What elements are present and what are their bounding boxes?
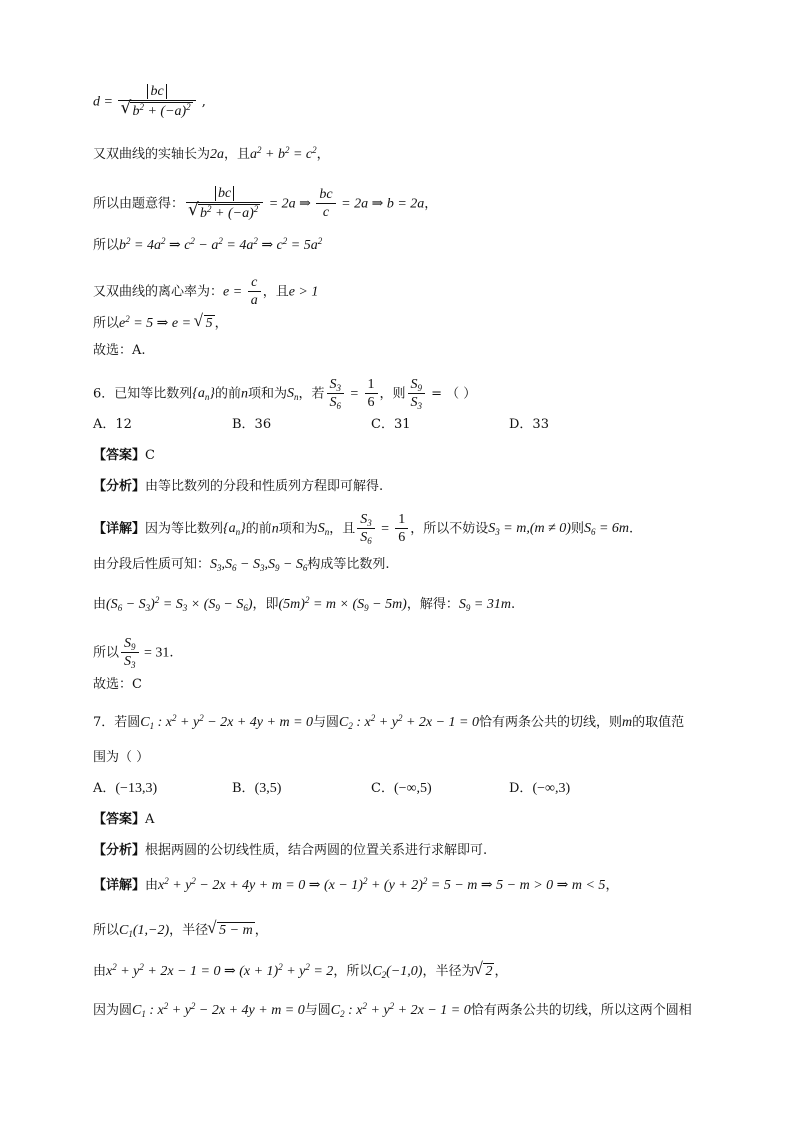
text: ，所以不妨设 <box>410 521 489 537</box>
option-label: A． <box>93 781 116 796</box>
answer-label: 【答案】 <box>93 812 146 827</box>
text-line: 又双曲线的实轴长为2a，且$a^2 + b^2 = c^2$， <box>93 145 330 162</box>
formula-line: 所以$e^2 = 5$ ⇒ e = √ 5 ， <box>93 315 228 331</box>
text: 项和为 <box>248 386 288 402</box>
option-a[interactable]: A．12 <box>93 417 132 432</box>
question-6-stem: 6．已知等比数列$\{a_n\}$的前n项和为$S_n$，若 $\frac{S_3}{S_6}$ = $\frac{1}{6}$ ，则 $\frac{S_9}{S_3}$ = （ ） <box>93 377 477 412</box>
text: ， <box>424 196 438 212</box>
text: ，解得： <box>406 597 459 612</box>
text: 构成等比数列. <box>307 557 390 572</box>
fraction: $\frac{S_3}{S_6}$ <box>357 512 375 546</box>
text: 7．若圆 <box>93 715 141 730</box>
text: 由 <box>145 878 159 893</box>
detail-label: 【详解】 <box>93 878 146 893</box>
formula-line: 又双曲线的离心率为：e = $\frac{c}{a}$ ，且e > 1 <box>93 275 319 309</box>
question-7-stem: 7．若圆$C_1$ : $x^2 + y^2 - 2x + 4y + m = 0$与圆$C_2$ : $x^2 + y^2 + 2x - 1 = 0$恰有两条公共的切线，则m的取值范 <box>93 713 685 731</box>
formula-d-line <box>93 84 206 120</box>
text-line: 因为圆$C_1$ : $x^2 + y^2 - 2x + 4y + m = 0$与圆$C_2$ : $x^2 + y^2 + 2x - 1 = 0$恰有两条公共的切线，所以这两个圆相 <box>93 1001 692 1019</box>
text: 由 <box>93 964 107 979</box>
answer-label: 【答案】 <box>93 448 146 463</box>
text: ，即 <box>252 597 279 612</box>
option-d[interactable]: D．(−∞,3) <box>509 781 571 796</box>
option-c[interactable]: C．(−∞,5) <box>371 781 432 796</box>
text: 恰有两条公共的切线，所以这两个圆相 <box>470 1003 692 1018</box>
text: 与圆 <box>304 1003 331 1018</box>
text: 则 <box>570 521 584 537</box>
detail-line: 【详解】因为等比数列$\{a_n\}$的前n项和为$S_n$，且 $\frac{S_3}{S_6}$ = $\frac{1}{6}$ ，所以不妨设$S_3 = m,(m \ne 0)$则$S_6 = 6m$. <box>93 512 634 547</box>
option-label: C． <box>371 781 394 796</box>
text: 所以 <box>93 316 120 331</box>
answer-value: A <box>145 812 155 827</box>
text: 项和为 <box>278 521 318 537</box>
text-line: 由分段后性质可知：$S_3,S_6 - S_3,S_9 - S_6$构成等比数列. <box>93 557 390 573</box>
text: 又双曲线的实轴长为 <box>93 147 211 162</box>
text: 因为等比数列 <box>145 521 224 537</box>
fraction: $\frac{S_3}{S_6}$ <box>327 377 345 411</box>
option-a[interactable]: A．(−13,3) <box>93 781 158 796</box>
text: ， <box>316 147 330 162</box>
text: ，且 <box>224 147 251 162</box>
text: 恰有两条公共的切线，则 <box>479 715 623 730</box>
text: = （ ） <box>427 386 477 402</box>
text-line: 故选：C <box>93 677 142 692</box>
text: 与圆 <box>313 715 340 730</box>
fraction: $\frac{bc}{c}$ <box>316 187 335 221</box>
text: 的前 <box>215 386 242 402</box>
text: ，若 <box>298 386 325 402</box>
fraction: $\frac{S_9}{S_3}$ <box>121 636 139 670</box>
fraction: $\frac{1}{6}$ <box>395 512 408 546</box>
formula-line: 由$x^2 + y^2 + 2x - 1 = 0$ ⇒ $(x + 1)^2 + y^2 = 2$，所以$C_2(-1,0)$，半径为√ 2 ， <box>93 963 507 979</box>
text: ， <box>494 964 508 979</box>
answer-line <box>93 449 155 462</box>
analysis-text: 根据两圆的公切线性质，结合两圆的位置关系进行求解即可. <box>145 843 488 858</box>
analysis-text: 由等比数列的分段和性质列方程即可解得. <box>145 479 384 494</box>
answer-value: C <box>145 448 155 463</box>
text: 由 <box>93 597 107 612</box>
text: 所以 <box>93 923 120 938</box>
analysis-line <box>93 480 383 493</box>
fraction: $\frac{1}{6}$ <box>365 377 378 411</box>
formula-line: 所以$b^2 = 4a^2$ ⇒ $c^2 - a^2 = 4a^2$ ⇒ $c^2 = 5a^2$ <box>93 236 323 253</box>
analysis-label: 【分析】 <box>93 843 146 858</box>
text: , <box>197 94 206 110</box>
text: 的取值范 <box>632 715 685 730</box>
option-b[interactable]: B．36 <box>232 417 272 432</box>
formula-line: 由$(S_6 - S_3)^2 = S_3 \times (S_9 - S_6)$，即$(5m)^2 = m \times (S_9 - 5m)$，解得：$S_9 = 31m$. <box>93 595 516 613</box>
formula-line: 所以 $\frac{S_9}{S_3}$ = 31. <box>93 636 174 671</box>
fraction: bc √ $b^2 + (-a)^2$ <box>186 186 263 222</box>
fraction: bc √ $b^2 + (-a)^2$ <box>118 84 195 120</box>
analysis-label: 【分析】 <box>93 479 146 494</box>
formula-line: 所以由题意得： bc √ $b^2 + (-a)^2$ = 2a ⇒ $\frac{bc}{c}$ = 2a ⇒ b = 2a， <box>93 186 437 222</box>
text: 6．已知等比数列 <box>93 386 193 402</box>
text: 因为圆 <box>93 1003 133 1018</box>
question-7-stem-cont: 围为（ ） <box>93 750 150 765</box>
analysis-line <box>93 844 487 857</box>
text: 所以 <box>93 238 120 253</box>
text: ，且 <box>329 521 356 537</box>
text: ， <box>214 316 228 331</box>
text: ，则 <box>379 386 406 402</box>
detail-line: 【详解】由$x^2 + y^2 - 2x + 4y + m = 0$ ⇒ $(x - 1)^2 + (y + 2)^2 = 5 - m$ ⇒ 5 − m > 0 ⇒ m < 5， <box>93 876 619 893</box>
fraction: $\frac{S_9}{S_3}$ <box>408 377 426 411</box>
text: 由分段后性质可知： <box>93 557 211 572</box>
text: ，且 <box>262 284 289 300</box>
option-c[interactable]: C．31 <box>371 417 411 432</box>
text: ，半径 <box>169 923 209 938</box>
text: 所以 <box>93 645 120 661</box>
option-label: B． <box>232 781 255 796</box>
text: ，半径为 <box>422 964 475 979</box>
text: ， <box>254 923 268 938</box>
fraction: $\frac{c}{a}$ <box>248 275 261 309</box>
option-label: D． <box>509 781 533 796</box>
text: ， <box>605 878 619 893</box>
detail-label: 【详解】 <box>93 521 146 537</box>
text: 所以由题意得： <box>93 196 185 212</box>
text-line: 故选：A. <box>93 343 146 358</box>
text: 的前 <box>245 521 272 537</box>
option-d[interactable]: D．33 <box>509 417 549 432</box>
text: d = <box>93 94 117 110</box>
text: 又双曲线的离心率为： <box>93 284 224 300</box>
text: ，所以 <box>333 964 373 979</box>
text: . <box>169 645 174 661</box>
option-b[interactable]: B．(3,5) <box>232 781 282 796</box>
formula-line: 所以$C_1(1,-2)$，半径√ 5 − m ， <box>93 922 268 938</box>
answer-line <box>93 813 154 826</box>
